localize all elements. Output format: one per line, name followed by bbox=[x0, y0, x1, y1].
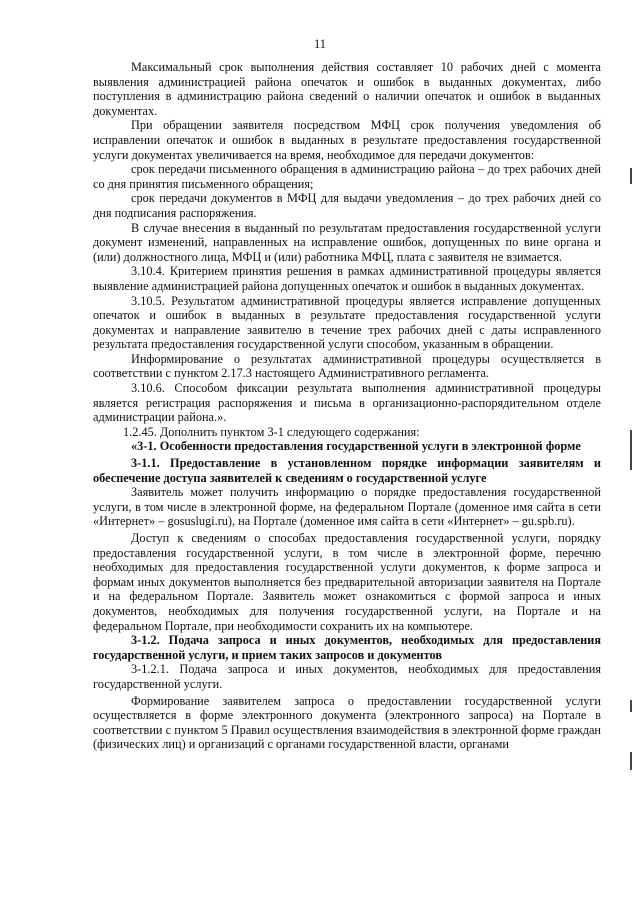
paragraph: Доступ к сведениям о способах предоставления государственной услуги, порядку предоставления государственной услуги, в том числе в электронной форме, перечню необходимых для предоставления государственной услуги документов, к форме запроса и формам иных документов выполняется без предварительной авторизации заявителя на Портале и на федеральном Портале. Заявитель может ознакомиться с формой запроса и иных документов, необходимых для получения государственной услуги, на Портале и на федеральном Портале, при необходимости сохранить их на компьютере. bbox=[93, 531, 601, 633]
paragraph: 3.10.5. Результатом административной процедуры является исправление допущенных опечаток и ошибок в выданных в результате предоставления государственной услуги документах и направление заявителю в течение трех рабочих дней с даты исправленного результата предоставления государственной услуги способом, указанным в обращении. bbox=[93, 293, 601, 352]
paragraph: Формирование заявителем запроса о предоставлении государственной услуги осуществляется в форме электронного документа (электронного запроса) на Портале в соответствии с пунктом 5 Правил осуществления взаимодействия в электронной форме граждан (физических лиц) и организаций с органами государственной власти, органами bbox=[93, 693, 601, 752]
paragraph: 1.2.45. Дополнить пунктом 3-1 следующего содержания: bbox=[123, 424, 420, 439]
paragraph: Заявитель может получить информацию о порядке предоставления государственной услуги, в том числе в электронной форме, на федеральном Портале (доменное имя сайта в сети «Интернет» – gosuslugi.ru), на Портале (доменное имя сайта в сети «Интернет» – gu.spb.ru). bbox=[93, 485, 601, 529]
scan-edge-mark bbox=[630, 752, 632, 770]
paragraph: В случае внесения в выданный по результатам предоставления государственной услуги документ изменений, направленных на исправление ошибок, допущенных по вине органа и (или) должностного лица, МФЦ и (или) работника МФЦ, плата с заявителя не взимается. bbox=[93, 220, 601, 264]
paragraph: Максимальный срок выполнения действия составляет 10 рабочих дней с момента выявления администрацией района опечаток и ошибок в выданных документах, либо поступления в администрацию района сведений о наличии опечаток и ошибок в выданных документах. bbox=[93, 60, 601, 118]
paragraph: Информирование о результатах административной процедуры осуществляется в соответствии с пунктом 2.17.3 настоящего Административного регламента. bbox=[93, 351, 601, 381]
scan-edge-mark bbox=[630, 430, 632, 470]
paragraph: 3.10.6. Способом фиксации результата выполнения административной процедуры является регистрация распоряжения и письма в организационно-распорядительном отделе администрации района.». bbox=[93, 381, 601, 425]
paragraph: 3.10.4. Критерием принятия решения в рамках административной процедуры является выявление администрацией района допущенных опечаток и ошибок в выданных документах. bbox=[93, 264, 601, 293]
subsection-heading: 3-1.1. Предоставление в установленном порядке информации заявителям и обеспечение доступа заявителей к сведениям о государственной услуге bbox=[93, 456, 601, 485]
scan-edge-mark bbox=[630, 168, 632, 184]
paragraph: 3-1.2.1. Подача запроса и иных документов, необходимых для предоставления государственной услуги. bbox=[93, 662, 601, 691]
paragraph: При обращении заявителя посредством МФЦ срок получения уведомления об исправлении опечаток и ошибок в выданных в результате предоставления государственной услуги документах увеличивается на время, необходимое для передачи документов: bbox=[93, 118, 601, 162]
scan-edge-mark bbox=[630, 700, 632, 712]
paragraph: срок передачи документов в МФЦ для выдачи уведомления – до трех рабочих дней со дня подписания распоряжения. bbox=[93, 191, 601, 220]
page-number: 11 bbox=[313, 37, 327, 51]
subsection-heading: 3-1.2. Подача запроса и иных документов, необходимых для предоставления государственной услуги, и прием таких запросов и документов bbox=[93, 633, 601, 662]
document-body bbox=[93, 60, 601, 752]
paragraph: срок передачи письменного обращения в администрацию района – до трех рабочих дней со дня принятия письменного обращения; bbox=[93, 162, 601, 191]
section-heading: «3-1. Особенности предоставления государственной услуги в электронной форме bbox=[131, 439, 581, 454]
